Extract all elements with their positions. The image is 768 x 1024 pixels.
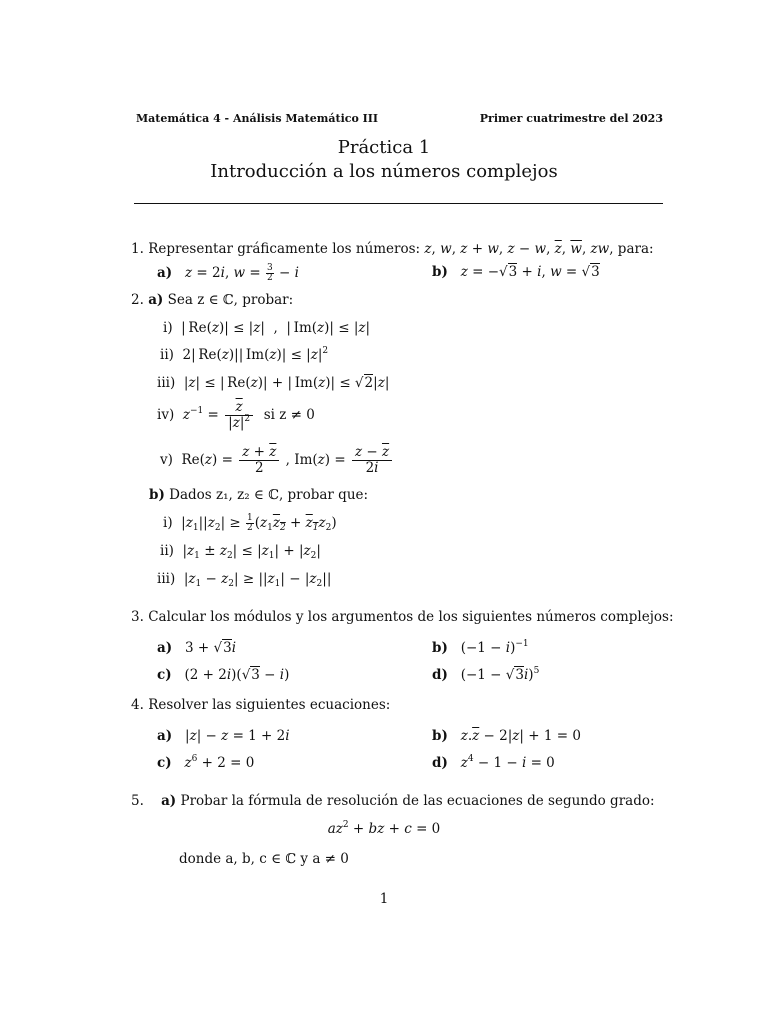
ex3-item-b: b) $(-1 - i)^{-1}$ [432, 639, 529, 656]
exercise-3: 3. Calcular los módulos y los argumentos de los siguientes números complejos: [131, 609, 674, 625]
ex4-item-d: d) $z^4 - 1 - i = 0$ [432, 754, 555, 771]
ex3-item-c: c) (2 + 2i)(√3 − i) [157, 667, 290, 683]
course-header: Matemática 4 - Análisis Matemático III [136, 112, 379, 125]
ex2a-item-v: v) Re(z) = $\frac{z + \overline{z}}{2}$ , Im(z) = $\frac{z - \overline{z}}{2i}$ [160, 445, 394, 476]
exercise-4: 4. Resolver las siguientes ecuaciones: [131, 697, 391, 713]
exercise-text: Representar gráficamente los números: [148, 241, 421, 257]
exercise-number: 1. [131, 241, 144, 257]
exercise-1: 1. Representar gráficamente los números: z, w, z + w, z − w, $\overline{z}$, $\overline{w}$, zw, para: [131, 241, 654, 257]
ex4-item-a: a) |z| − z = 1 + 2i [157, 728, 290, 744]
page-title: Práctica 1 [337, 137, 431, 158]
term-header: Primer cuatrimestre del 2023 [479, 112, 663, 125]
ex2b-item-i: i) $|z_1||z_2|$ ≥ $\frac{1}{2}$ $(z_1z_2 + z_1z_2)$ [163, 513, 337, 533]
ex2a-item-iv: iv) $z^{-1}$ = $\frac{\overline{z}}{|z|^2}$ si z ≠ 0 [157, 399, 315, 431]
ex2b-item-ii: ii) $|z_1 \pm z_2| \le |z_1| + |z_2|$ [160, 543, 321, 561]
page-subtitle: Introducción a los números complejos [210, 161, 558, 182]
ex3-item-d: d) $(-1 - √3i)^5$ [432, 666, 540, 683]
exercise-5: 5. a) Probar la fórmula de resolución de las ecuaciones de segundo grado: [131, 793, 655, 809]
ex2b-item-iii: iii) $|z_1 - z_2| \ge ||z_1| - |z_2||$ [157, 571, 332, 589]
exercise-text-tail: para: [617, 241, 654, 257]
ex3-item-a: a) 3 + √3i [157, 640, 237, 656]
ex2a-item-ii: ii) 2| Re(z)|| $Im(z)| \le |z|^2$ [160, 346, 329, 363]
quadratic-equation: $az^2$ + bz + c = 0 [327, 820, 441, 837]
ex1-item-b: b) z = −√3 + i, w = √3 [432, 264, 600, 280]
page-number: 1 [379, 891, 389, 907]
ex4-item-c: c) $z^6 + 2 = 0$ [157, 754, 255, 771]
ex4-item-b: b) $z.\overline{z} - 2|z| + 1 = 0$ [432, 728, 581, 744]
ex5-condition: donde a, b, c ∈ ℂ y a ≠ 0 [179, 851, 349, 867]
ex2a-item-i: i) | Re(z)| ≤ |z| , | Im(z)| ≤ |z| [163, 320, 371, 336]
ex1-item-a: a) z = 2i, w = $\frac{3}{2}$ − i [157, 263, 299, 283]
title-rule [134, 203, 663, 204]
exercise-2: 2. a) Sea z ∈ ℂ, probar: [131, 292, 294, 308]
exercise-2b: b) Dados z₁, z₂ ∈ ℂ, probar que: [149, 487, 369, 503]
ex2a-item-iii: iii) |z| ≤ | Re(z)| + | Im(z)| ≤ √2|z| [157, 375, 390, 391]
